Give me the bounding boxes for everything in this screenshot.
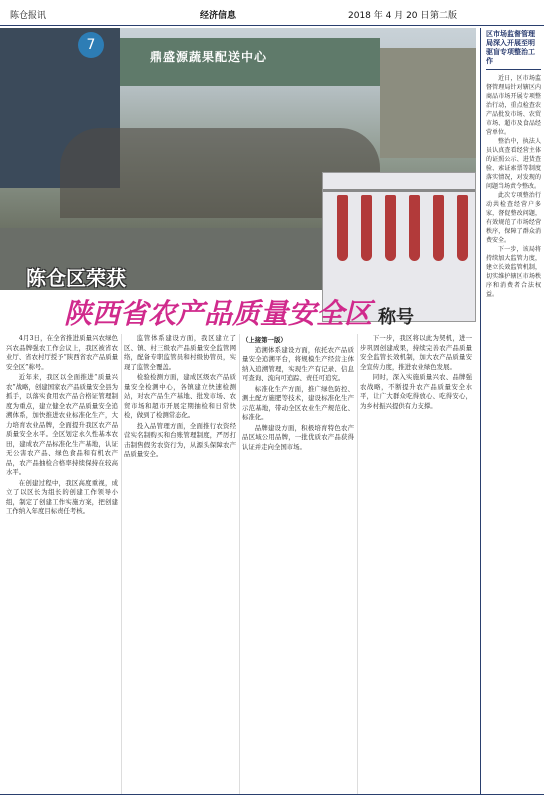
column-divider <box>357 334 358 794</box>
sidebar-article <box>480 28 544 794</box>
paragraph: 投入品管理方面，全面推行农资经营实名制购买和台账管理制度，严厉打击制售假劣农资行为，从源头保障农产品质量安全。 <box>124 421 236 458</box>
paragraph: 下一步，我区将以此为契机，进一步巩固创建成果，持续完善农产品质量安全监管长效机制，加大农产品质量安全宣传力度，推进农业绿色发展。 <box>360 334 472 371</box>
paragraph: 近日，区市场监督管理局针对辖区内商品市场开展专项整治行动，重点检查农产品批发市场、农贸市场、超市及食品经营单位。 <box>486 75 541 136</box>
article-body <box>6 334 476 794</box>
paper-name: 陈仓报讯 <box>10 11 47 21</box>
article-column-3 <box>242 334 354 794</box>
article-column-1 <box>6 334 118 794</box>
article-column-4 <box>360 334 472 794</box>
sidebar-title: 区市场监督管理局深入开展至明驱盲专项整治工作 <box>486 30 541 70</box>
meat-hanging <box>361 195 372 261</box>
photo-building-right <box>380 48 476 158</box>
paragraph: 4月3日，在全省推进质量兴农绿色兴农品牌强农工作会议上，我区被省农业厅、省农村厅授予“陕西省农产品质量安全区”称号。 <box>6 334 118 371</box>
edition-number: 第二版 <box>430 11 458 21</box>
footer-rule <box>0 794 544 795</box>
headline-line-1: 陈仓区荣获 <box>26 266 126 290</box>
meat-hanging <box>457 195 468 261</box>
paragraph: 整治中，执法人员认真查看经营主体的证照公示、进货查验、索证索票等制度落实情况，对发现的问题当场责令整改。 <box>486 138 541 190</box>
sidebar-body <box>486 74 541 794</box>
store-sign: 鼎盛源蔬果配送中心 <box>150 50 268 64</box>
paragraph: 检验检测方面，建成区级农产品质量安全检测中心，各镇建立快速检测站，对农产品生产基地、批发市场、农贸市场和超市开展定期抽检和日常快检，做到了检测常态化。 <box>124 373 236 419</box>
page-header <box>0 0 544 26</box>
paragraph: 下一步，该局将持续加大监管力度，建立长效监管机制，切实维护辖区市场秩序和消费者合法权益。 <box>486 246 541 298</box>
headline-main: 陕西省农产品质量安全区 <box>64 297 373 330</box>
paragraph: 在创建过程中，我区高度重视，成立了以区长为组长的创建工作领导小组，制定了创建工作实施方案，把创建工作纳入年度目标责任考核。 <box>6 478 118 515</box>
paragraph: 标准化生产方面，推广绿色防控、测土配方施肥等技术，建设标准化生产示范基地，带动全区农业生产规范化、标准化。 <box>242 384 354 421</box>
paragraph: 品牌建设方面，积极培育特色农产品区域公用品牌，一批优质农产品获得认证并走向全国市场。 <box>242 423 354 451</box>
photo-storefront <box>120 38 380 86</box>
meat-hanging <box>337 195 348 261</box>
meat-rail <box>323 189 476 192</box>
article-column-2 <box>124 334 236 794</box>
paragraph: 近年来，我区以全面推进“质量兴农”战略，创建国家农产品质量安全县为抓手，以落实食用农产品合格证管理制度为重点，建立健全农产品质量安全追溯体系，加快推进农业标准化生产，大力培育农业品牌，全面提升我区农产品质量安全水平。全区划定永久性基本农田，建成农产品标准化生产基地，认证无公害农产品、绿色食品和有机农产品，农产品抽检合格率持续保持在较高水平。 <box>6 373 118 476</box>
paragraph: 监管体系建设方面，我区建立了区、镇、村三级农产品质量安全监管网络，配备专职监管员和村级协管员，实现了监管全覆盖。 <box>124 334 236 371</box>
column-divider <box>121 334 122 794</box>
building-number-sign: 7 <box>78 32 104 58</box>
meat-hanging <box>409 195 420 261</box>
section-name: 经济信息 <box>200 11 237 21</box>
paragraph: 此次专项整治行动共检查经营户多家，督促整改问题，有效规范了市场经营秩序，保障了群众消费安全。 <box>486 192 541 244</box>
meat-hanging <box>385 195 396 261</box>
issue-date: 2018 年 4 月 20 日 <box>348 11 430 21</box>
paragraph: 同时，深入实施质量兴农、品牌强农战略，不断提升农产品质量安全水平，让广大群众吃得放心、吃得安心，为乡村振兴提供有力支撑。 <box>360 373 472 410</box>
continued-note: （上接第一版） <box>242 336 287 344</box>
meat-hanging <box>433 195 444 261</box>
paragraph: 追溯体系建设方面，依托农产品质量安全追溯平台，将规模生产经营主体纳入追溯管理，实现生产有记录、信息可查询、流向可追踪、责任可追究。 <box>242 345 354 382</box>
headline-tail: 称号 <box>378 307 415 328</box>
headline-line-2 <box>64 292 414 332</box>
column-divider <box>239 334 240 794</box>
